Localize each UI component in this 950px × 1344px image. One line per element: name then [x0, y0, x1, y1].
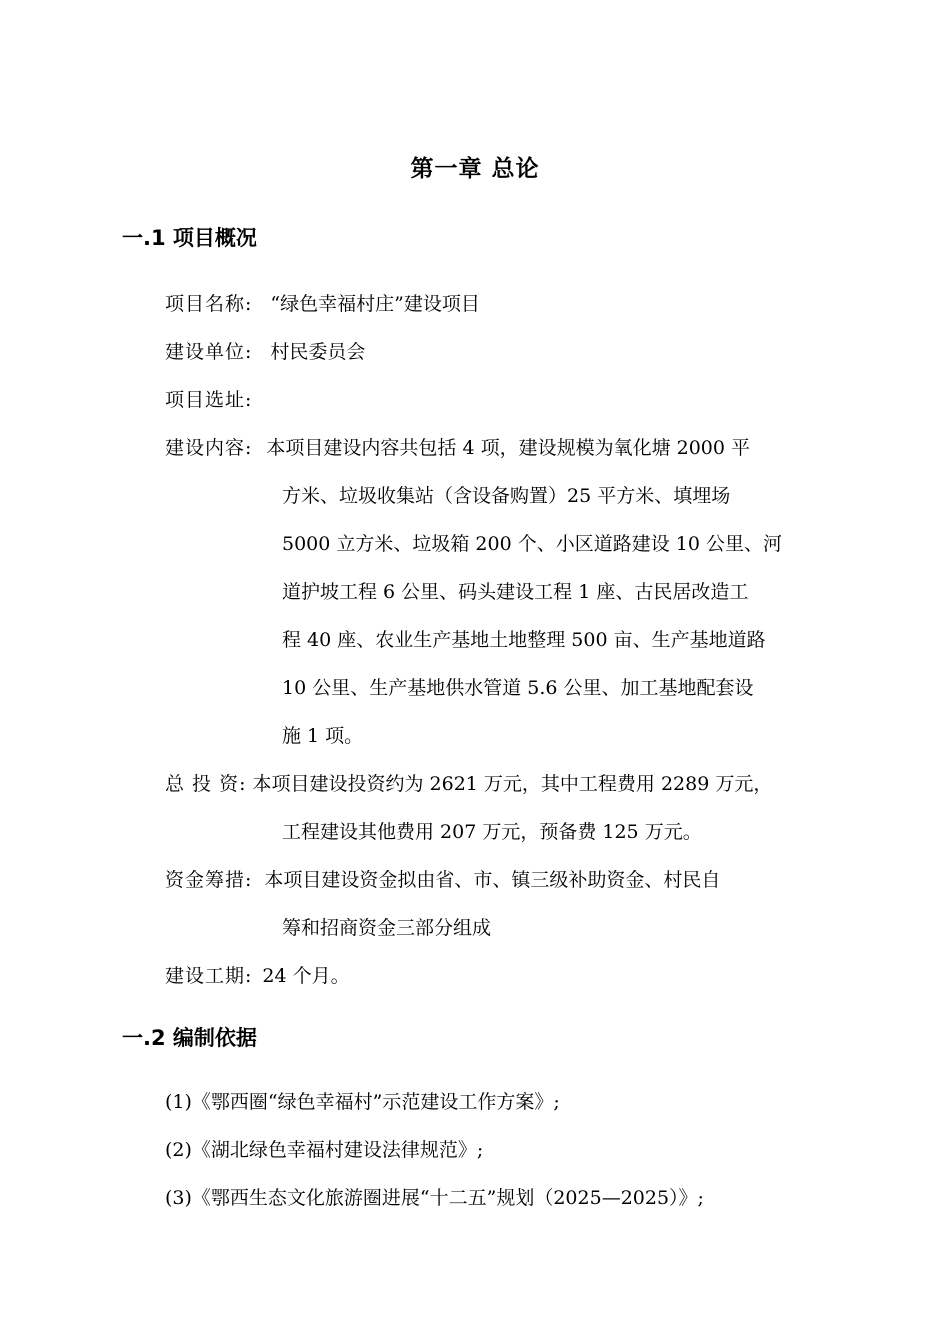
chapter-title: 第一章 总论 [410, 156, 540, 182]
row-label: 建设工期: [165, 965, 253, 987]
row-investment [165, 760, 772, 808]
investment-continuation: 工程建设其他费用 207 万元，预备费 125 万元。 [282, 821, 702, 843]
row-value: 本项目建设投资约为 2621 万元，其中工程费用 2289 万元， [252, 773, 773, 795]
content-line: 10 公里、生产基地供水管道 5.6 公里、加工基地配套设 [282, 677, 754, 699]
basis-item: (2)《湖北绿色幸福村建设法律规范》; [165, 1139, 484, 1161]
row-period [165, 952, 350, 1000]
row-value: 本项目建设内容共包括 4 项，建设规模为氧化塘 2000 平 [266, 437, 751, 459]
content-line: 5000 立方米、垃圾箱 200 个、小区道路建设 10 公里、河 [282, 533, 782, 555]
row-funding [165, 856, 720, 904]
section-heading-basis: 一.2 编制依据 [122, 1026, 257, 1050]
row-label: 建设内容: [165, 437, 253, 459]
row-value: “绿色幸福村庄”建设项目 [270, 293, 480, 315]
row-content [165, 424, 750, 472]
content-line: 程 40 座、农业生产基地土地整理 500 亩、生产基地道路 [282, 629, 766, 651]
row-label: 总 投 资: [165, 773, 247, 795]
row-builder [165, 328, 365, 376]
row-label: 建设单位: [165, 341, 253, 363]
content-line: 方米、垃圾收集站（含设备购置）25 平方米、填埋场 [282, 485, 731, 507]
basis-item: (1)《鄂西圈“绿色幸福村”示范建设工作方案》; [165, 1091, 560, 1113]
content-line: 道护坡工程 6 公里、码头建设工程 1 座、古民居改造工 [282, 581, 749, 603]
row-label: 项目名称: [165, 293, 253, 315]
row-value: 本项目建设资金拟由省、市、镇三级补助资金、村民自 [264, 869, 721, 891]
funding-continuation: 筹和招商资金三部分组成 [282, 917, 492, 939]
row-value: 24 个月。 [262, 965, 350, 987]
content-line: 施 1 项。 [282, 725, 364, 747]
row-site [165, 376, 270, 424]
basis-item: (3)《鄂西生态文化旅游圈进展“十二五”规划（2025—2025）》; [165, 1187, 704, 1209]
row-project-name [165, 280, 480, 328]
section-heading-overview: 一.1 项目概况 [122, 226, 257, 250]
row-value: 村民委员会 [270, 341, 366, 363]
row-label: 项目选址: [165, 389, 253, 411]
row-label: 资金筹措: [165, 869, 253, 891]
